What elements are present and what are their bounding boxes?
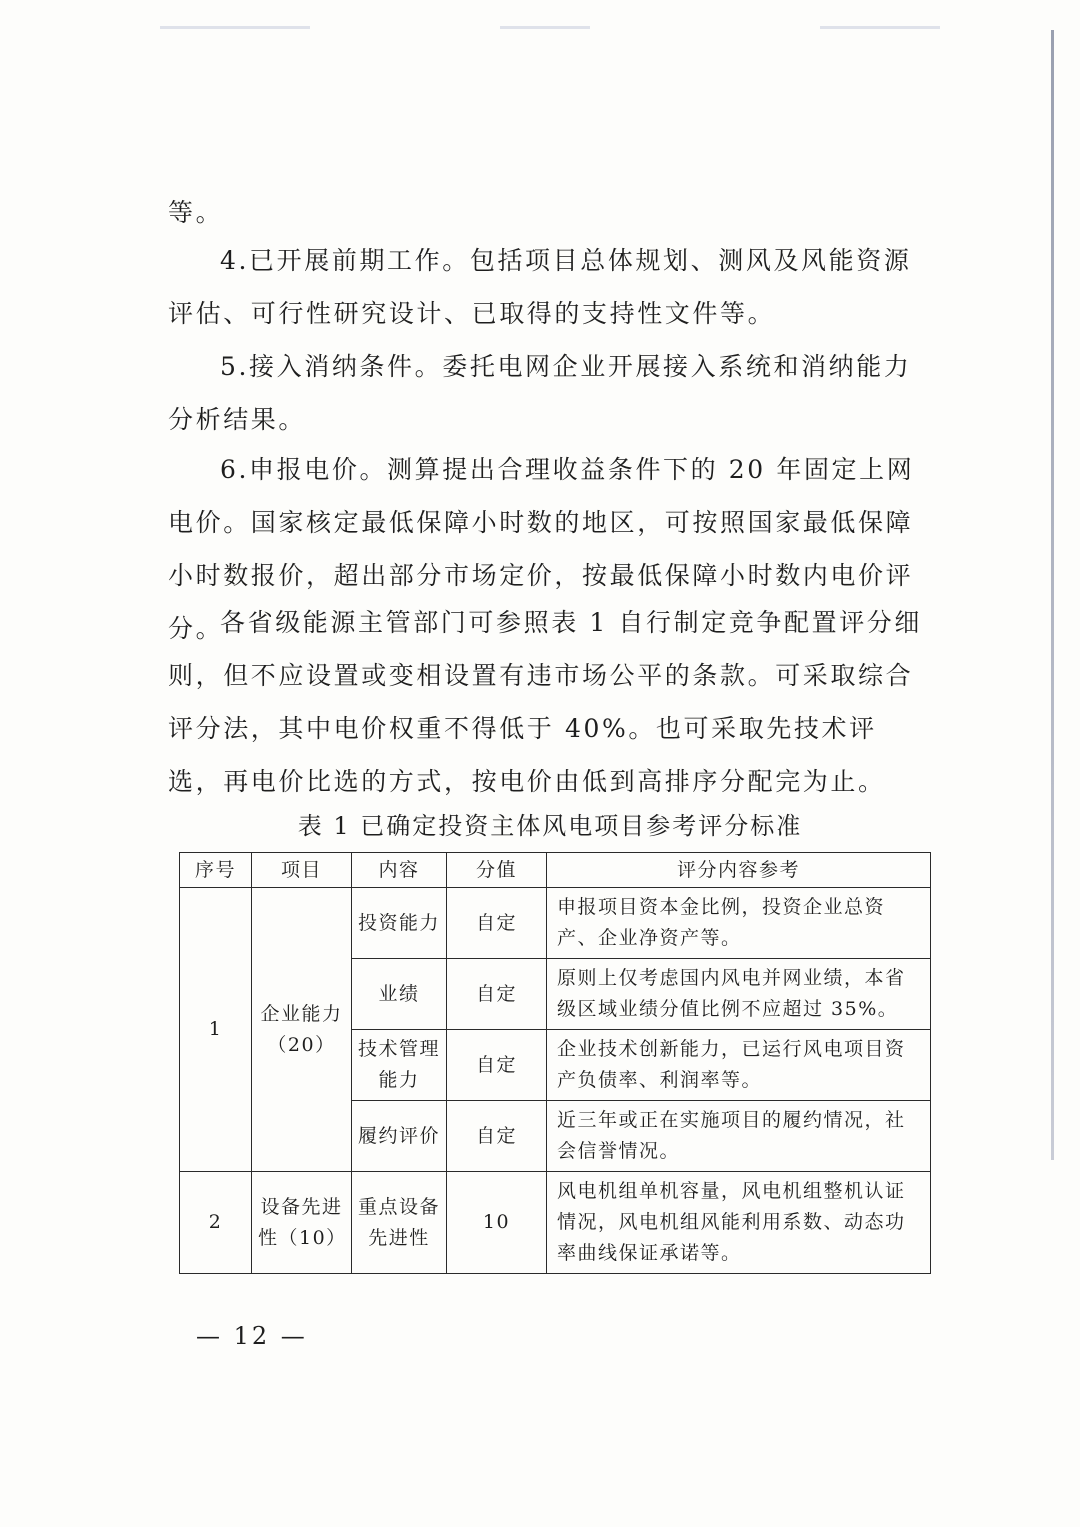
reference-cell: 企业技术创新能力，已运行风电项目资产负债率、利润率等。: [547, 1030, 931, 1101]
table-row: [180, 1172, 931, 1274]
row-number: 1: [180, 888, 252, 1172]
score-cell: 自定: [447, 959, 547, 1030]
scan-edge-top: [500, 26, 590, 29]
score-cell: 自定: [447, 888, 547, 959]
score-cell: 自定: [447, 1030, 547, 1101]
body-paragraph: 4.已开展前期工作。包括项目总体规划、测风及风能资源评估、可行性研究设计、已取得的支持性文件等。: [168, 246, 912, 328]
table-caption: 表 1 已确定投资主体风电项目参考评分标准: [297, 812, 803, 840]
item-cell: 设备先进性（10）: [252, 1172, 352, 1274]
reference-cell: 原则上仅考虑国内风电并网业绩，本省级区域业绩分值比例不应超过 35%。: [547, 959, 931, 1030]
body-paragraph: 6.申报电价。测算提出合理收益条件下的 20 年固定上网电价。国家核定最低保障小时数的地区，可按照国家最低保障小时数报价，超出部分市场定价，按最低保障小时数内电价评分。: [168, 455, 915, 643]
row-number: 2: [180, 1172, 252, 1274]
body-paragraph: 5.接入消纳条件。委托电网企业开展接入系统和消纳能力分析结果。: [168, 352, 912, 434]
reference-cell: 风电机组单机容量，风电机组整机认证情况，风电机组风能利用系数、动态功率曲线保证承诺等。: [547, 1172, 931, 1274]
body-paragraph: 等。: [168, 198, 224, 227]
content-cell: 重点设备先进性: [352, 1172, 447, 1274]
scan-edge-right: [1051, 30, 1054, 1160]
column-header: 内容: [352, 853, 447, 888]
reference-cell: 申报项目资本金比例，投资企业总资产、企业净资产等。: [547, 888, 931, 959]
content-cell: 技术管理能力: [352, 1030, 447, 1101]
page-number: — 12 —: [196, 1322, 308, 1350]
body-paragraph: 各省级能源主管部门可参照表 1 自行制定竞争配置评分细则，但不应设置或变相设置有违市场公平的条款。可采取综合评分法，其中电价权重不得低于 40%。也可采取先技术评选，再电价比选的方式，按电价由低到高排序分配完为止。: [168, 608, 923, 796]
scan-edge-top: [160, 26, 310, 29]
column-header: 序号: [180, 853, 252, 888]
scoring-table: [179, 852, 931, 1274]
item-cell: 企业能力（20）: [252, 888, 352, 1172]
table-header-row: [180, 853, 931, 888]
column-header: 评分内容参考: [547, 853, 931, 888]
column-header: 项目: [252, 853, 352, 888]
score-cell: 自定: [447, 1101, 547, 1172]
column-header: 分值: [447, 853, 547, 888]
table-row: [180, 888, 931, 959]
content-cell: 业绩: [352, 959, 447, 1030]
score-cell: 10: [447, 1172, 547, 1274]
scan-edge-top: [820, 26, 940, 29]
content-cell: 投资能力: [352, 888, 447, 959]
reference-cell: 近三年或正在实施项目的履约情况，社会信誉情况。: [547, 1101, 931, 1172]
content-cell: 履约评价: [352, 1101, 447, 1172]
